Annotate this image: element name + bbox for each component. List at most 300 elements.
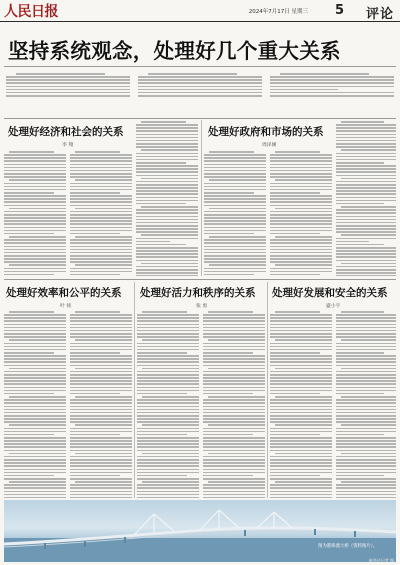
article-byline-vitality-order: 张 勇	[196, 304, 208, 309]
body-text-line	[336, 222, 396, 224]
body-text-line	[270, 268, 332, 270]
body-text-line	[270, 478, 332, 480]
body-text-line	[4, 472, 66, 474]
body-text-line	[4, 154, 66, 156]
body-text-line	[137, 352, 187, 354]
body-text-line	[4, 346, 66, 348]
body-text-line	[270, 82, 394, 84]
body-text-line	[70, 415, 132, 417]
body-text-line	[136, 231, 198, 233]
body-text-line	[270, 167, 332, 169]
issue-date: 2024年7月17日 星期三	[248, 9, 308, 15]
body-text-line	[70, 220, 132, 222]
body-text-line	[9, 396, 66, 398]
body-text-line	[203, 314, 265, 316]
body-text-line	[336, 377, 396, 379]
body-text-line	[336, 275, 396, 276]
body-text-line	[137, 406, 199, 408]
body-text-line	[137, 472, 199, 474]
body-text-line	[204, 214, 266, 216]
body-text-line	[209, 264, 266, 266]
body-text-line	[70, 491, 132, 493]
body-text-line	[203, 434, 253, 436]
body-text-line	[70, 393, 120, 395]
body-text-line	[138, 92, 262, 94]
body-text-line	[336, 390, 396, 392]
body-text-line	[270, 274, 320, 276]
body-text-line	[70, 402, 132, 404]
body-text-line	[137, 431, 199, 433]
body-text-line	[203, 355, 265, 357]
body-text-line	[137, 491, 199, 493]
body-text-line	[336, 197, 396, 199]
body-text-line	[70, 336, 132, 338]
body-text-line	[70, 170, 132, 172]
body-text-line	[203, 462, 265, 464]
body-text-line	[270, 95, 394, 97]
article-byline-efficiency-fairness: 叶 扬	[60, 304, 72, 309]
body-text-line	[270, 371, 332, 373]
body-text-line	[4, 183, 66, 185]
body-text-line	[136, 266, 198, 268]
body-text-line	[148, 73, 237, 75]
article-title-government-market: 处理好政府和市场的关系	[208, 126, 324, 138]
body-text-line	[336, 238, 396, 240]
body-text-line	[204, 195, 266, 197]
body-text-line	[270, 242, 332, 244]
body-text-line	[4, 164, 66, 166]
body-text-line	[137, 459, 199, 461]
body-text-line	[75, 208, 132, 210]
body-text-line	[70, 233, 120, 235]
body-text-line	[4, 189, 66, 191]
body-text-line	[204, 154, 266, 156]
body-text-line	[4, 443, 66, 445]
body-text-line	[70, 437, 132, 439]
body-text-line	[75, 236, 132, 238]
body-text-line	[136, 260, 198, 262]
body-text-line	[4, 494, 66, 496]
body-text-line	[75, 264, 132, 266]
body-text-line	[270, 317, 332, 319]
body-text-line	[137, 415, 199, 417]
body-text-line	[336, 209, 396, 211]
body-text-line	[203, 352, 253, 354]
body-text-line	[136, 256, 198, 258]
body-text-line	[136, 212, 198, 214]
body-text-line	[4, 355, 66, 357]
body-text-line	[203, 393, 253, 395]
article-byline-economy-society: 李 翔	[62, 143, 74, 148]
body-text-line	[204, 198, 266, 200]
body-text-line	[336, 409, 396, 411]
body-text-line	[270, 387, 332, 389]
body-text-line	[9, 424, 66, 426]
body-text-line	[70, 346, 132, 348]
body-text-line	[336, 440, 396, 442]
body-text-line	[6, 86, 130, 88]
body-text-line	[203, 361, 265, 363]
body-text-line	[270, 79, 394, 81]
body-text-line	[137, 478, 199, 480]
body-text-line	[136, 216, 198, 218]
body-text-line	[336, 465, 396, 467]
body-text-line	[336, 320, 396, 322]
body-text-line	[70, 192, 120, 194]
body-text-line	[70, 252, 132, 254]
body-text-line	[341, 311, 384, 313]
body-text-line	[336, 272, 396, 274]
body-text-line	[4, 327, 66, 329]
body-text-line	[336, 193, 396, 195]
body-text-line	[70, 239, 132, 241]
body-text-line	[4, 258, 66, 260]
body-text-line	[70, 428, 132, 430]
body-text-line	[70, 352, 120, 354]
body-text-line	[4, 252, 66, 254]
body-text-line	[136, 156, 198, 158]
article-body-government-market-col2	[270, 150, 332, 276]
body-text-line	[336, 459, 396, 461]
body-text-line	[203, 402, 265, 404]
body-text-line	[4, 223, 66, 225]
body-text-line	[4, 383, 66, 385]
body-text-line	[70, 443, 132, 445]
article-title-efficiency-fairness: 处理好效率和公平的关系	[6, 287, 122, 299]
body-text-line	[270, 255, 332, 257]
body-text-line	[270, 214, 332, 216]
body-text-line	[136, 134, 198, 136]
body-text-line	[275, 396, 332, 398]
body-text-line	[209, 179, 266, 181]
body-text-line	[270, 361, 332, 363]
article-body-efficiency-fairness-col1	[4, 310, 66, 498]
body-text-line	[275, 311, 320, 313]
body-text-line	[70, 465, 132, 467]
body-text-line	[4, 227, 66, 229]
body-text-line	[203, 390, 265, 392]
article-title-vitality-order: 处理好活力和秩序的关系	[140, 287, 256, 299]
body-text-line	[138, 89, 262, 91]
body-text-line	[270, 346, 332, 348]
article-body-efficiency-fairness-col2	[70, 310, 132, 498]
body-text-line	[341, 339, 396, 341]
body-text-line	[136, 193, 198, 195]
masthead	[0, 0, 400, 22]
body-text-line	[204, 233, 254, 235]
body-text-line	[270, 320, 332, 322]
body-text-line	[336, 159, 396, 161]
body-text-line	[336, 168, 396, 170]
article-title-economy-society: 处理好经济和社会的关系	[8, 126, 124, 138]
body-text-line	[142, 396, 199, 398]
body-text-line	[75, 311, 120, 313]
body-text-line	[204, 255, 266, 257]
body-text-line	[4, 402, 66, 404]
body-text-line	[336, 380, 396, 382]
body-text-line	[203, 409, 265, 411]
body-text-line	[204, 211, 266, 213]
body-text-line	[336, 472, 396, 474]
body-text-line	[70, 475, 120, 477]
body-text-line	[203, 421, 265, 423]
body-text-line	[9, 264, 66, 266]
body-text-line	[270, 76, 394, 78]
body-text-line	[270, 86, 394, 88]
body-text-line	[4, 497, 66, 498]
body-text-line	[275, 151, 320, 153]
body-text-line	[70, 484, 132, 486]
body-text-line	[203, 418, 265, 420]
body-text-line	[270, 205, 332, 207]
body-text-line	[336, 228, 396, 230]
body-text-line	[70, 450, 132, 452]
body-text-line	[138, 86, 262, 88]
body-text-line	[270, 324, 332, 326]
body-text-line	[270, 365, 332, 367]
body-text-line	[270, 343, 332, 345]
body-text-line	[70, 230, 132, 232]
body-text-line	[4, 462, 66, 464]
body-text-line	[137, 475, 187, 477]
body-text-line	[70, 214, 132, 216]
body-text-line	[70, 355, 132, 357]
body-text-line	[138, 76, 262, 78]
body-text-line	[203, 346, 265, 348]
body-text-line	[204, 223, 266, 225]
body-text-line	[203, 358, 265, 360]
body-text-line	[141, 121, 186, 123]
body-text-line	[9, 151, 54, 153]
body-text-line	[4, 415, 66, 417]
article-body-economy-society-col1	[4, 150, 66, 276]
body-text-line	[75, 179, 132, 181]
body-text-line	[70, 469, 132, 471]
body-text-line	[270, 459, 332, 461]
body-text-line	[136, 269, 198, 271]
body-text-line	[203, 349, 265, 351]
body-text-line	[336, 456, 396, 458]
body-text-line	[70, 459, 132, 461]
body-text-line	[6, 76, 130, 78]
body-text-line	[70, 446, 132, 448]
body-text-line	[336, 175, 396, 177]
body-text-line	[336, 412, 396, 414]
body-text-line	[204, 271, 266, 273]
body-text-line	[137, 497, 199, 498]
body-text-line	[336, 434, 384, 436]
body-text-line	[204, 268, 266, 270]
body-text-line	[336, 393, 384, 395]
body-text-line	[137, 440, 199, 442]
body-text-line	[204, 201, 266, 203]
body-text-line	[70, 223, 132, 225]
body-text-line	[209, 208, 266, 210]
body-text-line	[70, 390, 132, 392]
body-text-line	[203, 406, 265, 408]
body-text-line	[270, 402, 332, 404]
body-text-line	[270, 333, 332, 335]
body-text-line	[336, 187, 396, 189]
body-text-line	[137, 358, 199, 360]
body-text-line	[70, 186, 132, 188]
body-text-line	[203, 440, 265, 442]
body-text-line	[137, 387, 199, 389]
body-text-line	[203, 475, 253, 477]
body-text-line	[70, 399, 132, 401]
body-text-line	[270, 446, 332, 448]
body-text-line	[270, 220, 332, 222]
body-text-line	[203, 371, 265, 373]
body-text-line	[336, 216, 396, 218]
body-text-line	[275, 424, 332, 426]
body-text-line	[70, 456, 132, 458]
article-byline-development-security: 盛小宇	[326, 304, 341, 309]
body-text-line	[270, 462, 332, 464]
body-text-line	[270, 223, 332, 225]
body-text-line	[136, 225, 198, 227]
body-text-line	[203, 465, 265, 467]
body-text-line	[137, 349, 199, 351]
body-text-line	[336, 200, 396, 202]
body-text-line	[136, 124, 198, 126]
body-text-line	[137, 469, 199, 471]
body-text-line	[203, 478, 265, 480]
body-text-line	[70, 211, 132, 213]
body-text-line	[137, 390, 199, 392]
body-text-line	[336, 231, 396, 233]
body-text-line	[270, 186, 332, 188]
body-text-line	[270, 89, 338, 91]
body-text-line	[136, 247, 198, 249]
body-text-line	[336, 361, 396, 363]
body-text-line	[70, 421, 132, 423]
body-text-line	[270, 497, 332, 498]
headline-rule	[4, 66, 396, 67]
body-text-line	[70, 487, 132, 489]
body-text-line	[142, 453, 199, 455]
body-text-line	[70, 274, 120, 276]
body-text-line	[136, 250, 198, 252]
body-text-line	[270, 374, 332, 376]
body-text-line	[203, 459, 265, 461]
body-text-line	[9, 453, 66, 455]
body-text-line	[270, 230, 332, 232]
body-text-line	[75, 368, 132, 370]
body-text-line	[204, 176, 266, 178]
body-text-line	[70, 189, 132, 191]
body-text-line	[203, 333, 265, 335]
body-text-line	[275, 453, 332, 455]
body-text-line	[336, 484, 396, 486]
body-text-line	[4, 173, 66, 175]
body-text-line	[136, 222, 198, 224]
body-text-line	[336, 140, 396, 142]
body-text-line	[70, 349, 132, 351]
body-text-line	[336, 260, 396, 262]
body-text-line	[136, 275, 198, 276]
body-text-line	[137, 418, 199, 420]
body-text-line	[270, 443, 332, 445]
body-text-line	[270, 352, 320, 354]
body-text-line	[16, 73, 105, 75]
body-text-line	[270, 170, 332, 172]
article-body-development-security-col1	[270, 310, 332, 498]
body-text-line	[4, 409, 66, 411]
body-text-line	[137, 450, 199, 452]
body-text-line	[270, 239, 332, 241]
body-text-line	[137, 314, 199, 316]
body-text-line	[70, 324, 132, 326]
body-text-line	[4, 434, 54, 436]
body-text-line	[4, 475, 54, 477]
body-text-line	[270, 314, 332, 316]
body-text-line	[141, 234, 198, 236]
body-text-line	[4, 399, 66, 401]
body-text-line	[270, 358, 332, 360]
body-text-line	[137, 327, 199, 329]
body-text-line	[203, 383, 265, 385]
body-text-line	[270, 154, 332, 156]
body-text-line	[4, 314, 66, 316]
article-body-government-market-col3	[336, 120, 396, 276]
body-text-line	[136, 244, 186, 246]
body-text-line	[137, 402, 199, 404]
body-text-line	[204, 274, 254, 276]
body-text-line	[336, 497, 396, 498]
body-text-line	[4, 406, 66, 408]
body-text-line	[4, 220, 66, 222]
body-text-line	[4, 195, 66, 197]
article-body-vitality-order-col2	[203, 310, 265, 498]
body-text-line	[208, 424, 265, 426]
body-text-line	[336, 358, 396, 360]
body-text-line	[70, 217, 132, 219]
body-text-line	[336, 415, 396, 417]
body-text-line	[137, 330, 199, 332]
body-text-line	[203, 472, 265, 474]
intro-column-1	[4, 72, 132, 116]
body-text-line	[137, 346, 199, 348]
section-name: 评论	[365, 7, 394, 22]
body-text-line	[204, 242, 266, 244]
body-text-line	[4, 469, 66, 471]
body-text-line	[270, 406, 332, 408]
body-text-line	[4, 365, 66, 367]
body-text-line	[137, 456, 199, 458]
newspaper-logo: 人民日报	[4, 4, 58, 20]
body-text-line	[4, 437, 66, 439]
body-text-line	[341, 396, 396, 398]
body-text-line	[204, 192, 254, 194]
body-text-line	[270, 399, 332, 401]
body-text-line	[336, 219, 396, 221]
body-text-line	[270, 450, 332, 452]
body-text-line	[270, 484, 332, 486]
body-text-line	[70, 167, 132, 169]
body-text-line	[70, 462, 132, 464]
body-text-line	[336, 402, 396, 404]
body-text-line	[275, 208, 332, 210]
body-text-line	[137, 355, 199, 357]
body-text-line	[4, 217, 66, 219]
body-text-line	[70, 183, 132, 185]
body-text-line	[4, 268, 66, 270]
body-text-line	[141, 263, 198, 265]
body-text-line	[270, 233, 320, 235]
body-text-line	[341, 178, 396, 180]
body-text-line	[4, 261, 66, 263]
